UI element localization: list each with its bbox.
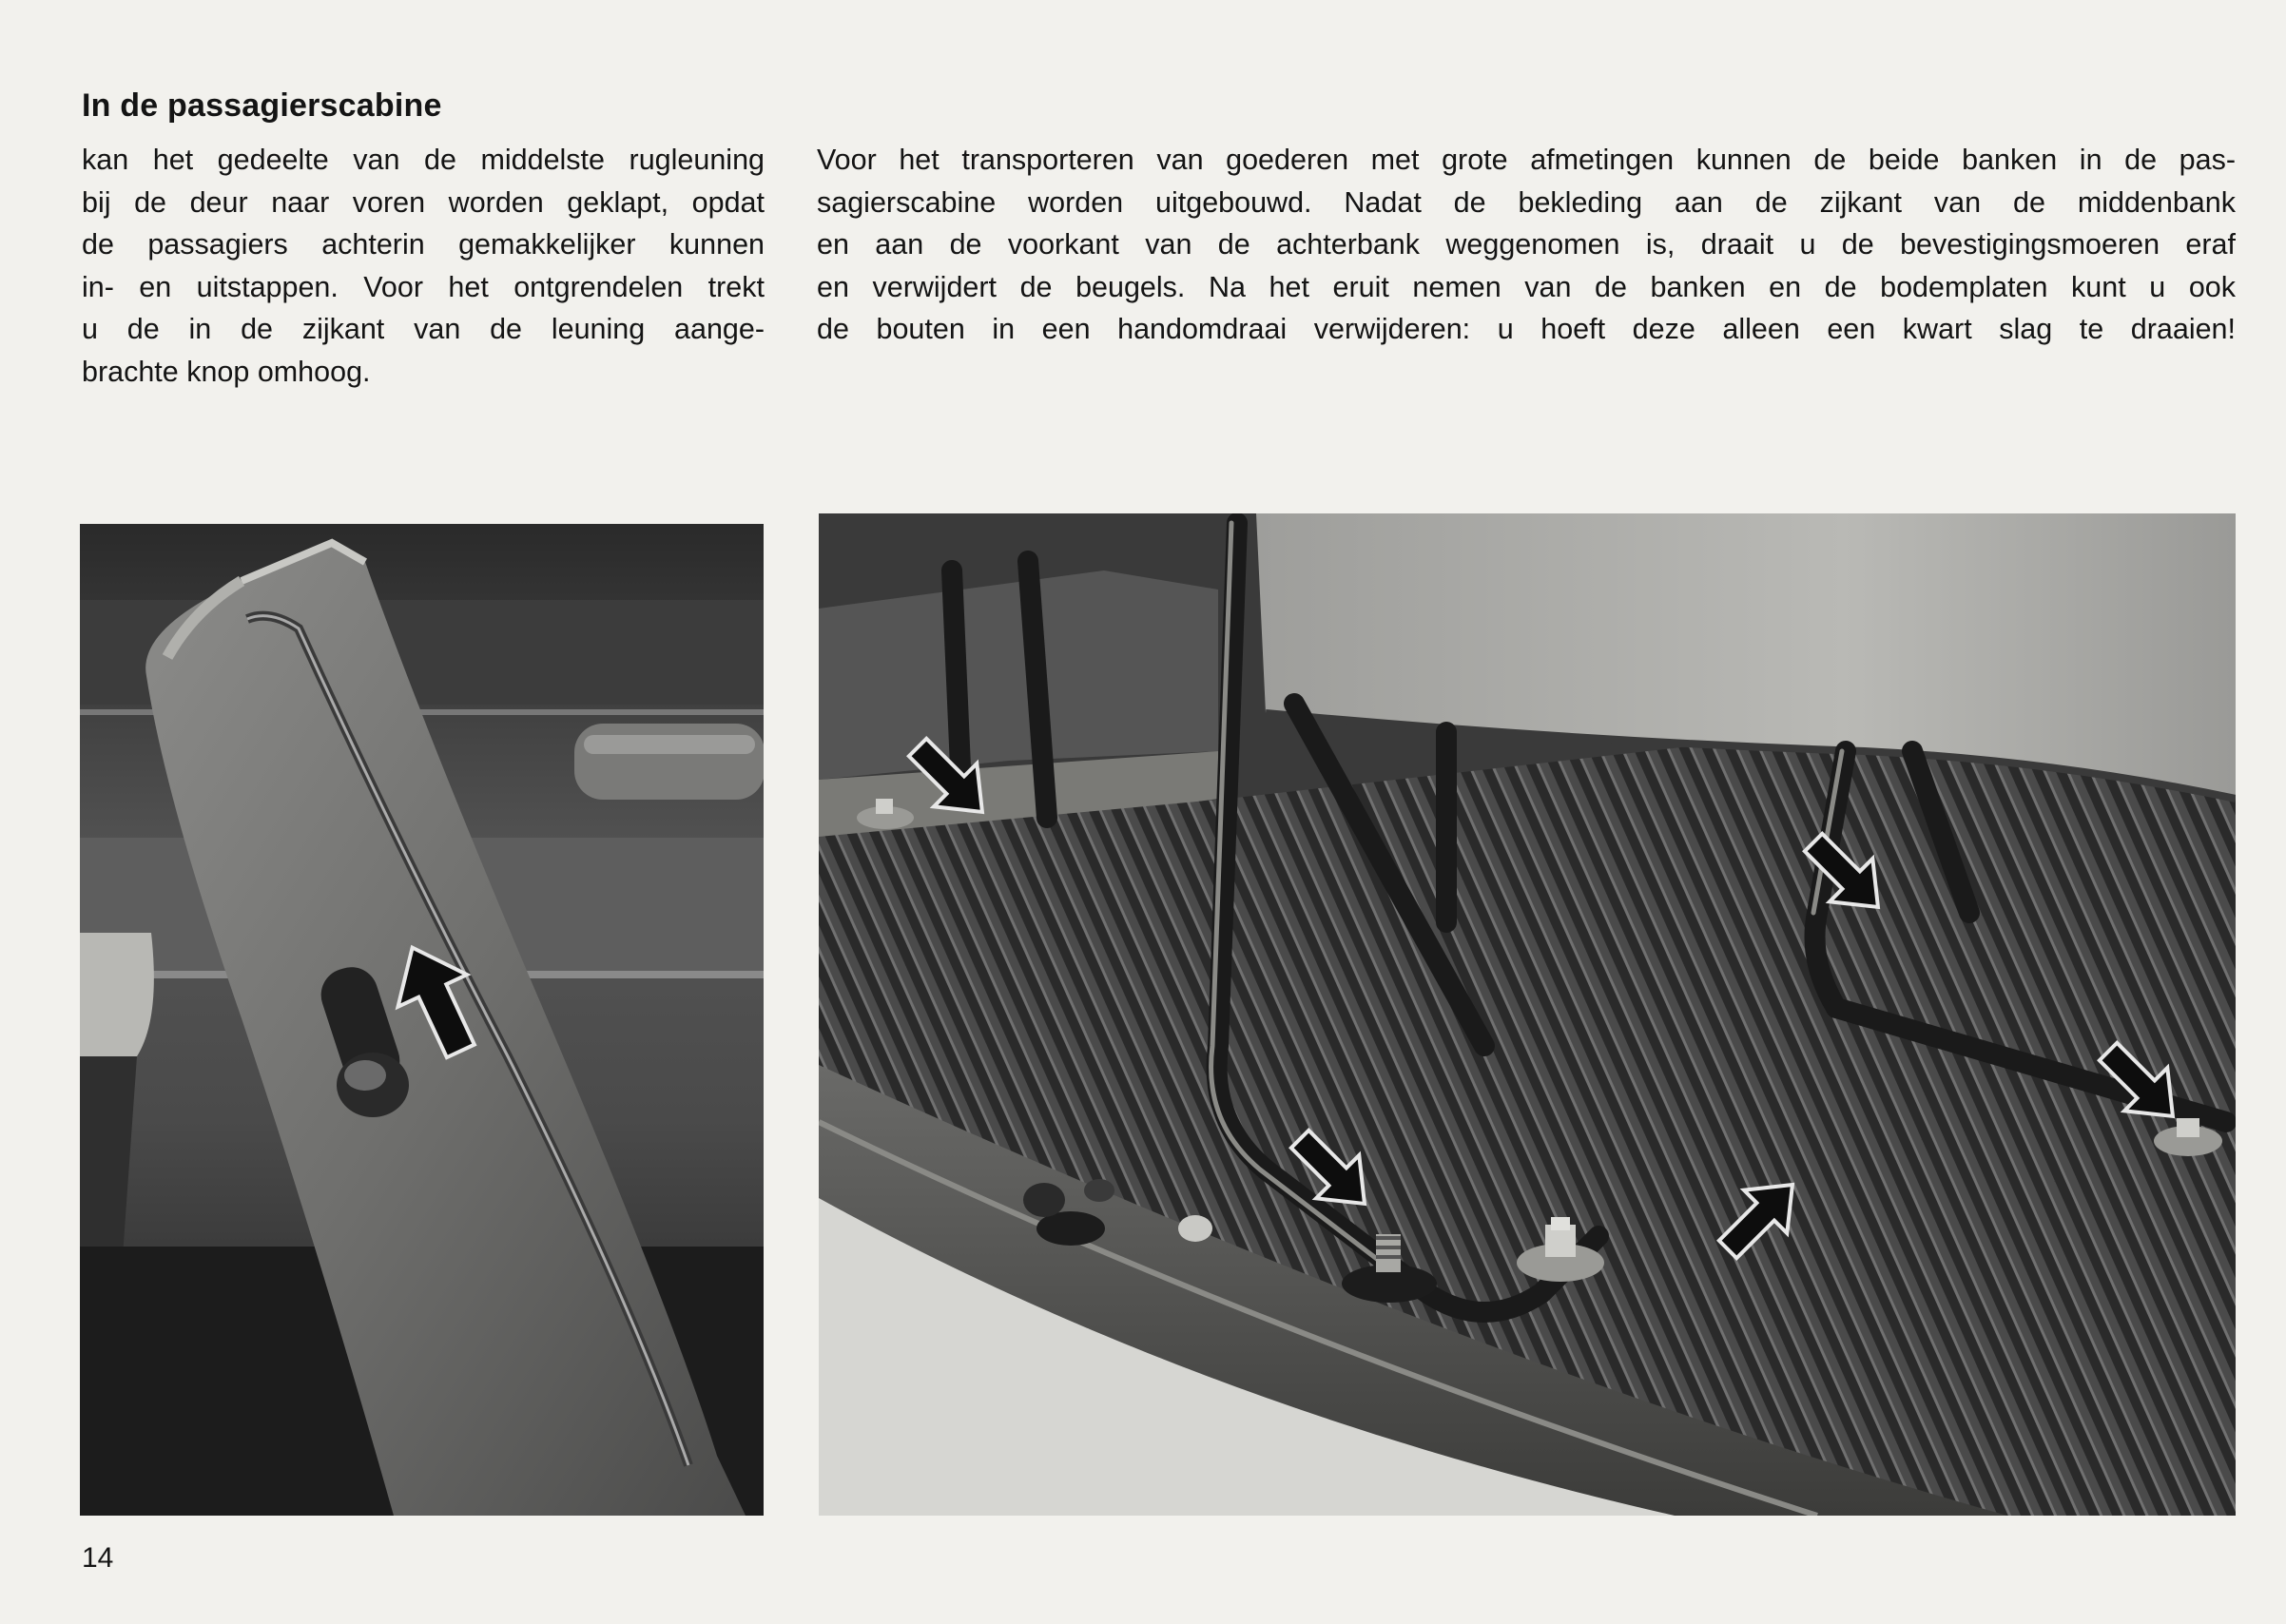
text-line: de passagiers achterin gemakkelijker kunnen: [82, 228, 765, 261]
right-text-column: [817, 139, 2236, 351]
text-line: sagierscabine worden uitgebouwd. Nadat de bekleding aan de zijkant van de middenbank: [817, 185, 2236, 219]
text-line: en verwijdert de beugels. Na het eruit nemen van de banken en de bodemplaten kunt u ook: [817, 270, 2236, 303]
page-number: 14: [82, 1542, 114, 1574]
backrest-illustration: [80, 524, 764, 1516]
left-text-column: [82, 139, 765, 393]
text-line: Voor het transporteren van goederen met grote afmetingen kunnen de beide banken in de pas-: [817, 144, 2236, 176]
text-line: bij de deur naar voren worden geklapt, opdat: [82, 185, 765, 219]
bench-frame-photo: [819, 513, 2236, 1516]
text-line: en aan de voorkant van de achterbank weggenomen is, draait u de bevestigingsmoeren eraf: [817, 228, 2236, 261]
text-line: de bouten in een handomdraai verwijderen: u hoeft deze alleen een kwart slag te draaien!: [817, 313, 2236, 345]
section-heading: In de passagierscabine: [82, 87, 442, 124]
text-line: kan het gedeelte van de middelste rugleuning: [82, 144, 765, 176]
text-line: u de in de zijkant van de leuning aange-: [82, 313, 765, 345]
text-line: brachte knop omhoog.: [82, 355, 371, 388]
text-line: in- en uitstappen. Voor het ontgrendelen trekt: [82, 270, 765, 303]
backrest-photo: [80, 524, 764, 1516]
bench-frame-illustration: [819, 513, 2236, 1516]
